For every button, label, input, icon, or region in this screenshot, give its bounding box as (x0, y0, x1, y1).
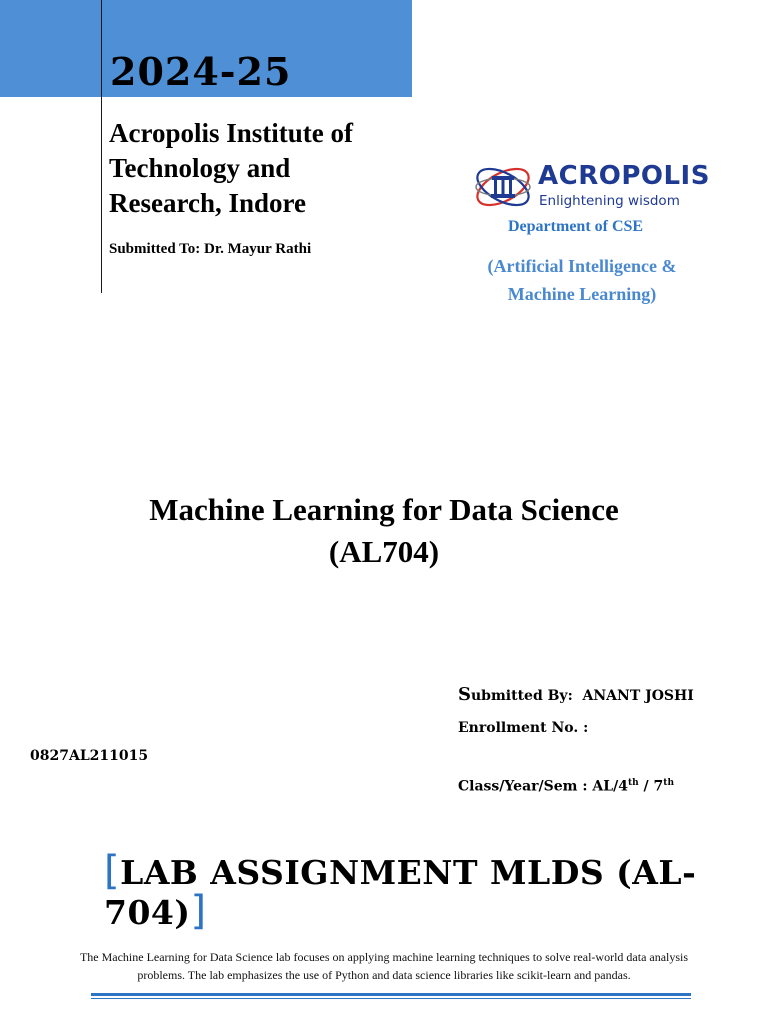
lab-assignment-title (104, 848, 724, 934)
footer-rule-thick (91, 993, 691, 996)
enrollment-label: Enrollment No. : (458, 720, 589, 736)
student-name: ANANT JOSHI (582, 688, 694, 704)
sem-prefix: / 7 (643, 778, 664, 795)
vertical-divider (101, 0, 102, 293)
logo-tagline: Enlightening wisdom (539, 193, 680, 209)
academic-year: 2024-25 (110, 49, 292, 94)
lab-description: The Machine Learning for Data Science lab focuses on applying machine learning techniques to solve real-world data analysis problems. The lab emphasizes the use of Python and data science libraries like scikit-learn and pandas. (79, 950, 689, 982)
submitted-by-label: ubmitted By: (471, 688, 573, 704)
institute-name: Acropolis Institute of Technology and Research, Indore (109, 118, 354, 218)
department-specialization: (Artificial Intelligence & Machine Learning) (487, 256, 677, 304)
department-name: Department of CSE (508, 218, 644, 235)
class-year-sem (458, 772, 674, 798)
acropolis-logo (470, 156, 710, 216)
logo-wordmark: ACROPOLIS (538, 161, 710, 191)
course-title: Machine Learning for Data Science (149, 492, 619, 527)
close-bracket: ] (190, 888, 207, 934)
footer-rule-thin (91, 998, 691, 999)
course-code: (AL704) (328, 534, 440, 569)
course-heading (0, 489, 768, 573)
year-suffix: th (627, 778, 639, 788)
enrollment-number: 0827AL211015 (30, 748, 149, 764)
submitted-to: Submitted To: Dr. Mayur Rathi (109, 241, 312, 257)
submitted-by (458, 684, 694, 707)
open-bracket: [ (104, 848, 121, 894)
logo-emblem-icon (470, 156, 536, 216)
class-label: Class/Year/Sem : AL/4 (458, 778, 628, 795)
sem-suffix: th (663, 778, 674, 788)
submitted-by-initial: S (458, 684, 471, 705)
lab-title-text: LAB ASSIGNMENT MLDS (AL-704) (104, 853, 697, 932)
